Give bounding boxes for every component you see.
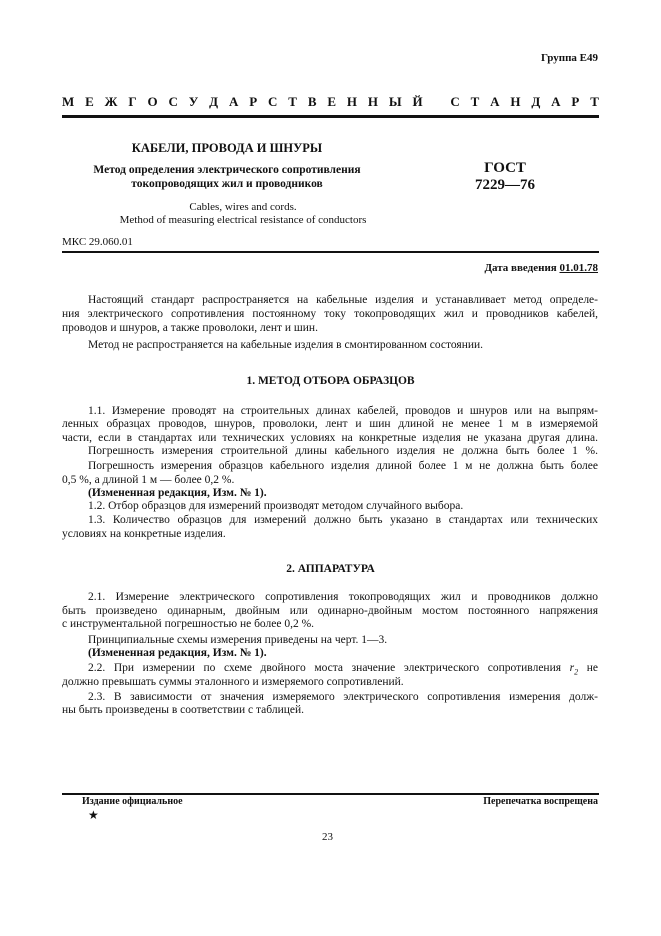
banner-letter: А <box>228 94 239 109</box>
banner-letter: Д <box>531 94 541 109</box>
text-line: проводов и шнуров, а также проволоки, лент и шин. <box>62 322 318 334</box>
banner-letter <box>433 94 439 110</box>
star-icon: ★ <box>88 808 99 822</box>
footer-official: Издание официальное <box>82 796 183 807</box>
gost-label: ГОСТ <box>484 160 526 176</box>
subtitle-line: Метод определения электрического сопротивления <box>93 164 361 176</box>
text-line: условиях на конкретные изделия. <box>62 528 226 540</box>
banner-letter: Н <box>510 94 521 109</box>
text-line: 2.1. Измерение электрического сопротивления токопроводящих жил и проводников должно <box>88 591 598 603</box>
banner-letter: Г <box>128 94 137 109</box>
english-line: Cables, wires and cords. <box>189 201 297 213</box>
group-code: Группа Е49 <box>540 52 598 64</box>
page-number: 23 <box>322 831 333 843</box>
banner-letter: У <box>188 94 199 109</box>
intro-date <box>484 261 598 275</box>
footer-reprint: Перепечатка воспрещена <box>483 796 598 807</box>
banner-letter: Н <box>346 94 358 109</box>
mks-code: МКС 29.060.01 <box>62 236 133 248</box>
text-line: Метод не распространяется на кабельные изделия в смонтированном состоянии. <box>88 339 484 351</box>
standard-banner <box>62 94 599 110</box>
text-line: с инструментальной погрешностью не более 0,2 %. <box>62 618 315 630</box>
banner-letter: С <box>168 94 178 109</box>
text-span: 2.2. При измерении по схеме двойного моста значение электрического сопротивления <box>88 662 562 674</box>
subtitle-line: токопроводящих жил и проводников <box>131 178 323 190</box>
text-line: ния электрического сопротивления постоянному току токопроводящих жил и проводников кабелей, <box>62 308 598 320</box>
section-heading: 1. МЕТОД ОТБОРА ОБРАЗЦОВ <box>246 375 415 387</box>
banner-letter: Н <box>367 94 378 109</box>
banner-letter: М <box>62 94 75 109</box>
banner-letter: Р <box>571 94 580 109</box>
text-line: 0,5 %, а длиной 1 м — более 0,2 %. <box>62 474 235 486</box>
doc-subtitle <box>62 163 392 191</box>
banner-letter: С <box>268 94 278 109</box>
mks-rule <box>62 251 599 253</box>
banner-letter: А <box>490 94 500 109</box>
text-line: быть произведено одинарным, двойным или одинарно-двойным мостом постоянного напряжения <box>62 605 598 617</box>
doc-title: КАБЕЛИ, ПРОВОДА И ШНУРЫ <box>131 141 323 155</box>
text-line: Погрешность измерения строительной длины кабельного изделия не должна быть более 1 %. <box>88 445 598 457</box>
text-line: ленных образцах проводов, шнуров, проволоки, лент и шин длиной не менее 1 м в измеряемой <box>62 418 598 430</box>
banner-letter: Ы <box>388 94 402 109</box>
section-heading: 2. АППАРАТУРА <box>286 563 375 575</box>
text-line: ны быть произведены в соответствии с таблицей. <box>62 704 305 716</box>
text-line: (Измененная редакция, Изм. № 1). <box>88 647 267 659</box>
text-line: Принципиальные схемы измерения приведены на черт. 1—3. <box>88 634 388 646</box>
text-line: 1.1. Измерение проводят на строительных длинах кабелей, проводов и шнуров или на выпрям- <box>88 405 598 417</box>
banner-letter: А <box>551 94 561 109</box>
banner-letter: Е <box>327 94 337 109</box>
text-line: Погрешность измерения образцов кабельного изделия длиной более 1 м не должна быть более <box>88 460 598 472</box>
text-line: Настоящий стандарт распространяется на кабельные изделия и устанавливает метод определе- <box>88 294 598 306</box>
text-span: не <box>586 662 598 674</box>
banner-letter: Е <box>85 94 94 109</box>
text-line: (Измененная редакция, Изм. № 1). <box>88 487 267 499</box>
text-line: 1.3. Количество образцов для измерений должно быть указано в стандартах или технических <box>88 514 598 526</box>
banner-letter: С <box>450 94 460 109</box>
gost-code: 7229—76 <box>475 177 535 193</box>
gost-number <box>465 160 545 194</box>
banner-letter: Д <box>209 94 219 109</box>
r2-symbol: $r_2$ <box>569 662 579 677</box>
date-label: Дата введения <box>484 262 557 274</box>
banner-letter: Й <box>412 94 423 109</box>
text-line: 2.3. В зависимости от значения измеряемого электрического сопротивления измерения долж- <box>88 691 598 703</box>
banner-letter: Т <box>470 94 480 109</box>
text-line: части, если в стандартах или технических условиях на конкретные изделия не указана другая длина. <box>62 432 598 444</box>
banner-letter: В <box>307 94 317 109</box>
text-line: 1.2. Отбор образцов для измерений производят методом случайного выбора. <box>88 500 464 512</box>
english-title <box>62 201 424 227</box>
banner-letter: Р <box>249 94 258 109</box>
english-line: Method of measuring electrical resistance of conductors <box>119 214 367 226</box>
banner-letter: О <box>147 94 158 109</box>
header-rule <box>62 115 599 118</box>
banner-letter: Ж <box>104 94 118 109</box>
text-line: должно превышать суммы эталонного и измеряемого сопротивлений. <box>62 676 404 688</box>
date-value: 01.01.78 <box>559 262 598 274</box>
banner-letter: Т <box>590 94 599 109</box>
banner-letter: Т <box>288 94 297 109</box>
